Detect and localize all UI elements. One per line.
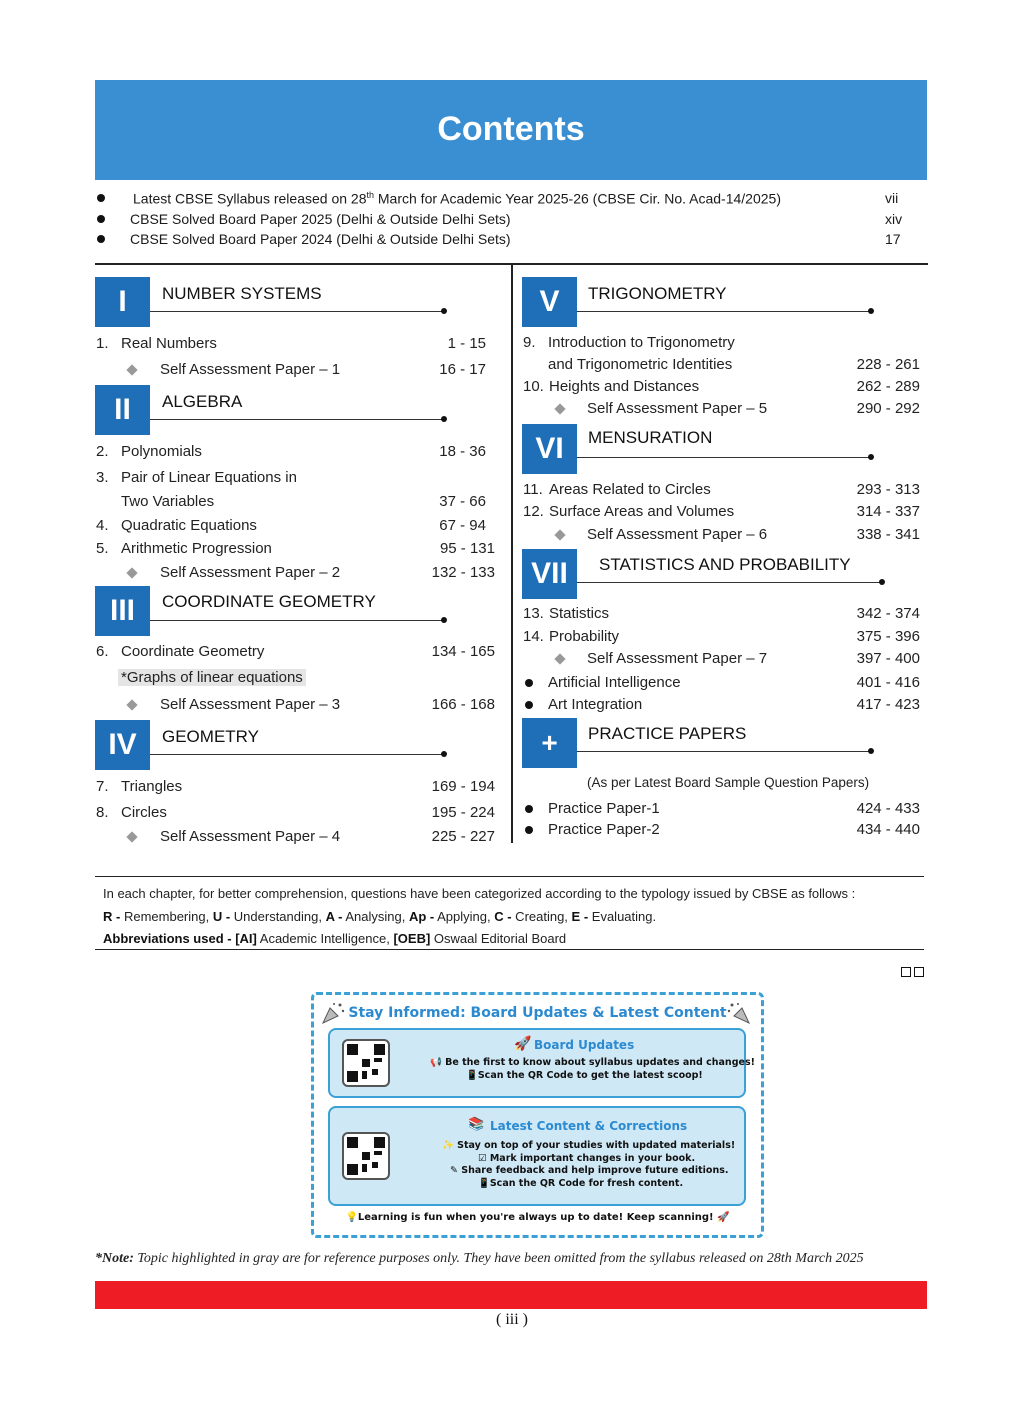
chapter-pages: 375 - 396 xyxy=(856,628,920,645)
chapter-pages: 293 - 313 xyxy=(856,481,920,498)
unit-badge: I xyxy=(95,277,150,327)
divider xyxy=(95,949,924,950)
chapter-title-cont[interactable]: and Trigonometric Identities xyxy=(548,356,733,373)
self-assessment-link[interactable]: Self Assessment Paper – 3 xyxy=(160,696,341,713)
chapter-link-circles[interactable]: Circles xyxy=(121,804,167,821)
chapter-pages: 18 - 36 xyxy=(439,443,486,460)
chapter-pages: 290 - 292 xyxy=(856,400,920,417)
chapter-number: 1. xyxy=(96,335,109,352)
unit-badge: VI xyxy=(522,424,577,474)
chapter-number: 9. xyxy=(523,334,536,351)
unit-title[interactable]: PRACTICE PAPERS xyxy=(588,724,747,743)
stay-informed-box xyxy=(311,992,764,1238)
self-assessment-link[interactable]: Self Assessment Paper – 6 xyxy=(587,526,768,543)
chapter-pages: 314 - 337 xyxy=(856,503,920,520)
chapter-number: 11. xyxy=(523,481,543,498)
chapter-link-surface-areas[interactable]: Surface Areas and Volumes xyxy=(549,503,735,520)
contents-header-banner xyxy=(95,80,927,180)
bullet-icon xyxy=(97,235,105,243)
unit-underline xyxy=(150,620,444,621)
unit-badge: II xyxy=(95,385,150,435)
chapter-pages: 417 - 423 xyxy=(856,696,920,713)
unit-title[interactable]: STATISTICS AND PROBABILITY xyxy=(599,555,851,574)
latest-content-line: ✎ Share feedback and help improve future editions. xyxy=(450,1165,729,1176)
unit-title[interactable]: GEOMETRY xyxy=(162,727,259,746)
chapter-link-trigonometry[interactable]: Introduction to Trigonometry xyxy=(548,334,735,351)
unit-badge: V xyxy=(522,277,577,327)
books-icon: 📚 xyxy=(468,1116,485,1131)
intro-item-page: vii xyxy=(885,190,899,206)
chapter-number: 2. xyxy=(96,443,109,460)
chapter-title-cont[interactable]: Two Variables xyxy=(121,493,215,510)
intro-item-page: 17 xyxy=(885,231,901,247)
unit-title[interactable]: NUMBER SYSTEMS xyxy=(162,284,322,303)
unit-underline xyxy=(577,751,871,752)
end-square-icon xyxy=(914,967,924,977)
diamond-bullet-icon xyxy=(126,831,137,842)
chapter-number: 5. xyxy=(96,540,109,557)
chapter-link-coordinate[interactable]: Coordinate Geometry xyxy=(121,643,265,660)
chapter-link-probability[interactable]: Probability xyxy=(549,628,620,645)
unit-underline xyxy=(577,457,871,458)
board-updates-heading: Board Updates xyxy=(534,1038,635,1052)
lightbulb-icon: 💡 xyxy=(345,1212,358,1223)
diamond-bullet-icon xyxy=(554,529,565,540)
chapter-pages: 169 - 194 xyxy=(431,778,495,795)
diamond-bullet-icon xyxy=(554,653,565,664)
bullet-icon xyxy=(525,679,533,687)
bullet-icon xyxy=(525,701,533,709)
chapter-link-ap[interactable]: Arithmetic Progression xyxy=(121,540,272,557)
chapter-link-areas[interactable]: Areas Related to Circles xyxy=(549,481,711,498)
bullet-icon xyxy=(97,215,105,223)
intro-item-syllabus[interactable] xyxy=(95,189,915,209)
unit-title[interactable]: ALGEBRA xyxy=(162,392,243,411)
chapter-pages: 262 - 289 xyxy=(856,378,920,395)
chapter-pages: 16 - 17 xyxy=(439,361,486,378)
diamond-bullet-icon xyxy=(126,567,137,578)
chapter-pages: 134 - 165 xyxy=(431,643,495,660)
chapter-link-triangles[interactable]: Triangles xyxy=(121,778,183,795)
chapter-number: 7. xyxy=(96,778,109,795)
bullet-icon xyxy=(97,194,105,202)
chapter-pages: 225 - 227 xyxy=(431,828,495,845)
latest-content-line: ☑ Mark important changes in your book. xyxy=(478,1153,696,1164)
rocket-icon: 🚀 xyxy=(514,1035,532,1051)
intro-item-board-2024[interactable] xyxy=(95,230,915,250)
self-assessment-link[interactable]: Self Assessment Paper – 7 xyxy=(587,650,768,667)
chapter-pages: 67 - 94 xyxy=(439,517,486,534)
info-box-title: Stay Informed: Board Updates & Latest Content xyxy=(348,1005,727,1021)
unit-badge: IV xyxy=(95,720,150,770)
latest-content-line: 📱Scan the QR Code for fresh content. xyxy=(478,1178,684,1189)
megaphone-icon: 📢 xyxy=(430,1057,446,1068)
page-number: ( iii ) xyxy=(496,1311,528,1328)
omitted-topic-highlight[interactable]: *Graphs of linear equations xyxy=(118,669,306,686)
chapter-number: 6. xyxy=(96,643,109,660)
qr-code-latest-content[interactable] xyxy=(342,1132,390,1180)
chapter-number: 4. xyxy=(96,517,109,534)
chapter-number: 13. xyxy=(523,605,544,622)
unit-badge: III xyxy=(95,586,150,636)
bullet-icon xyxy=(525,805,533,813)
unit-badge: VII xyxy=(522,549,577,599)
chapter-pages: 397 - 400 xyxy=(856,650,920,667)
unit-underline xyxy=(577,582,882,583)
latest-content-line: ✨ Stay on top of your studies with updated materials! xyxy=(442,1140,736,1151)
chapter-number: 8. xyxy=(96,804,109,821)
intro-item-label: CBSE Solved Board Paper 2025 (Delhi & Outside Delhi Sets) xyxy=(130,211,511,227)
chapter-pages: 132 - 133 xyxy=(431,564,495,581)
page-title: Contents xyxy=(437,110,585,148)
self-assessment-link[interactable]: Self Assessment Paper – 5 xyxy=(587,400,768,417)
chapter-link-ai[interactable]: Artificial Intelligence xyxy=(548,674,681,691)
board-updates-line: 📢 Be the first to know about syllabus updates and changes! xyxy=(430,1057,755,1068)
unit-underline xyxy=(150,419,444,420)
latest-content-heading: Latest Content & Corrections xyxy=(490,1119,688,1133)
chapter-pages: 338 - 341 xyxy=(856,526,920,543)
chapter-pages: 401 - 416 xyxy=(856,674,920,691)
typology-legend: R - Remembering, U - Understanding, A - Analysing, Ap - Applying, C - Creating, E - Evaluating. xyxy=(103,909,657,924)
intro-item-label: Latest CBSE Syllabus released on 28th March for Academic Year 2025-26 (CBSE Cir. No. Acad-14/2025) xyxy=(133,190,781,207)
bullet-icon xyxy=(525,826,533,834)
board-updates-line: 📱Scan the QR Code to get the latest scoop! xyxy=(466,1070,703,1081)
unit-underline xyxy=(150,754,444,755)
chapter-pages: 228 - 261 xyxy=(856,356,920,373)
practice-paper-link[interactable]: Practice Paper-2 xyxy=(548,821,660,838)
chapter-pages: 424 - 433 xyxy=(856,800,920,817)
chapter-pages: 342 - 374 xyxy=(856,605,920,622)
intro-item-page: xiv xyxy=(885,211,903,227)
chapter-link-polynomials[interactable]: Polynomials xyxy=(121,443,202,460)
intro-item-board-2025[interactable] xyxy=(95,210,915,230)
qr-code-board-updates[interactable] xyxy=(342,1039,390,1087)
sparkle-icon: ✨ xyxy=(442,1140,458,1151)
phone-icon: 📱 xyxy=(478,1178,490,1189)
chapter-number: 10. xyxy=(523,378,544,395)
chapter-number: 3. xyxy=(96,469,109,486)
chapter-link-art[interactable]: Art Integration xyxy=(548,696,643,713)
chapter-pages: 95 - 131 xyxy=(439,540,495,557)
unit-title[interactable]: MENSURATION xyxy=(588,428,713,447)
rocket-icon: 🚀 xyxy=(713,1212,730,1223)
chapter-link-heights[interactable]: Heights and Distances xyxy=(549,378,700,395)
chapter-pages: 37 - 66 xyxy=(439,493,486,510)
self-assessment-link[interactable]: Self Assessment Paper – 4 xyxy=(160,828,341,845)
intro-item-label: CBSE Solved Board Paper 2024 (Delhi & Outside Delhi Sets) xyxy=(130,231,511,247)
footer-red-bar xyxy=(95,1281,927,1309)
info-box-footer: 💡Learning is fun when you're always up to date! Keep scanning! 🚀 xyxy=(345,1212,730,1223)
board-updates-panel[interactable] xyxy=(328,1028,755,1098)
chapter-pages: 195 - 224 xyxy=(431,804,495,821)
check-icon: ☑ xyxy=(478,1153,490,1164)
abbreviations-note: Abbreviations used - [AI] Academic Intelligence, [OEB] Oswaal Editorial Board xyxy=(103,931,567,946)
pencil-icon: ✎ xyxy=(450,1165,462,1176)
unit-badge: + xyxy=(522,718,577,768)
chapter-pages: 1 - 15 xyxy=(447,335,486,352)
self-assessment-link[interactable]: Self Assessment Paper – 1 xyxy=(160,361,341,378)
chapter-link-quadratic[interactable]: Quadratic Equations xyxy=(121,517,257,534)
unit-underline xyxy=(150,311,444,312)
unit-underline xyxy=(577,311,871,312)
unit-title[interactable]: TRIGONOMETRY xyxy=(588,284,727,303)
chapter-link-real-numbers[interactable]: Real Numbers xyxy=(121,335,217,352)
diamond-bullet-icon xyxy=(126,699,137,710)
divider xyxy=(95,876,924,877)
chapter-pages: 434 - 440 xyxy=(856,821,920,838)
unit-subtitle: (As per Latest Board Sample Question Papers) xyxy=(587,775,870,790)
self-assessment-link[interactable]: Self Assessment Paper – 2 xyxy=(160,564,341,581)
latest-content-panel[interactable] xyxy=(328,1106,746,1206)
diamond-bullet-icon xyxy=(554,403,565,414)
footnote: *Note: Topic highlighted in gray are for reference purposes only. They have been omitted from the syllabus released on 28th March 2025 xyxy=(95,1251,864,1266)
chapter-link-linear-equations[interactable]: Pair of Linear Equations in xyxy=(121,469,297,486)
phone-icon: 📱 xyxy=(466,1070,478,1081)
chapter-link-statistics[interactable]: Statistics xyxy=(549,605,610,622)
chapter-number: 14. xyxy=(523,628,544,645)
unit-title[interactable]: COORDINATE GEOMETRY xyxy=(162,592,376,611)
diamond-bullet-icon xyxy=(126,364,137,375)
column-divider xyxy=(511,265,513,843)
chapter-pages: 166 - 168 xyxy=(431,696,495,713)
typology-note: In each chapter, for better comprehension, questions have been categorized according to the typology issued by CBSE as follows : xyxy=(103,886,856,901)
practice-paper-link[interactable]: Practice Paper-1 xyxy=(548,800,660,817)
chapter-number: 12. xyxy=(523,503,544,520)
end-square-icon xyxy=(901,967,911,977)
